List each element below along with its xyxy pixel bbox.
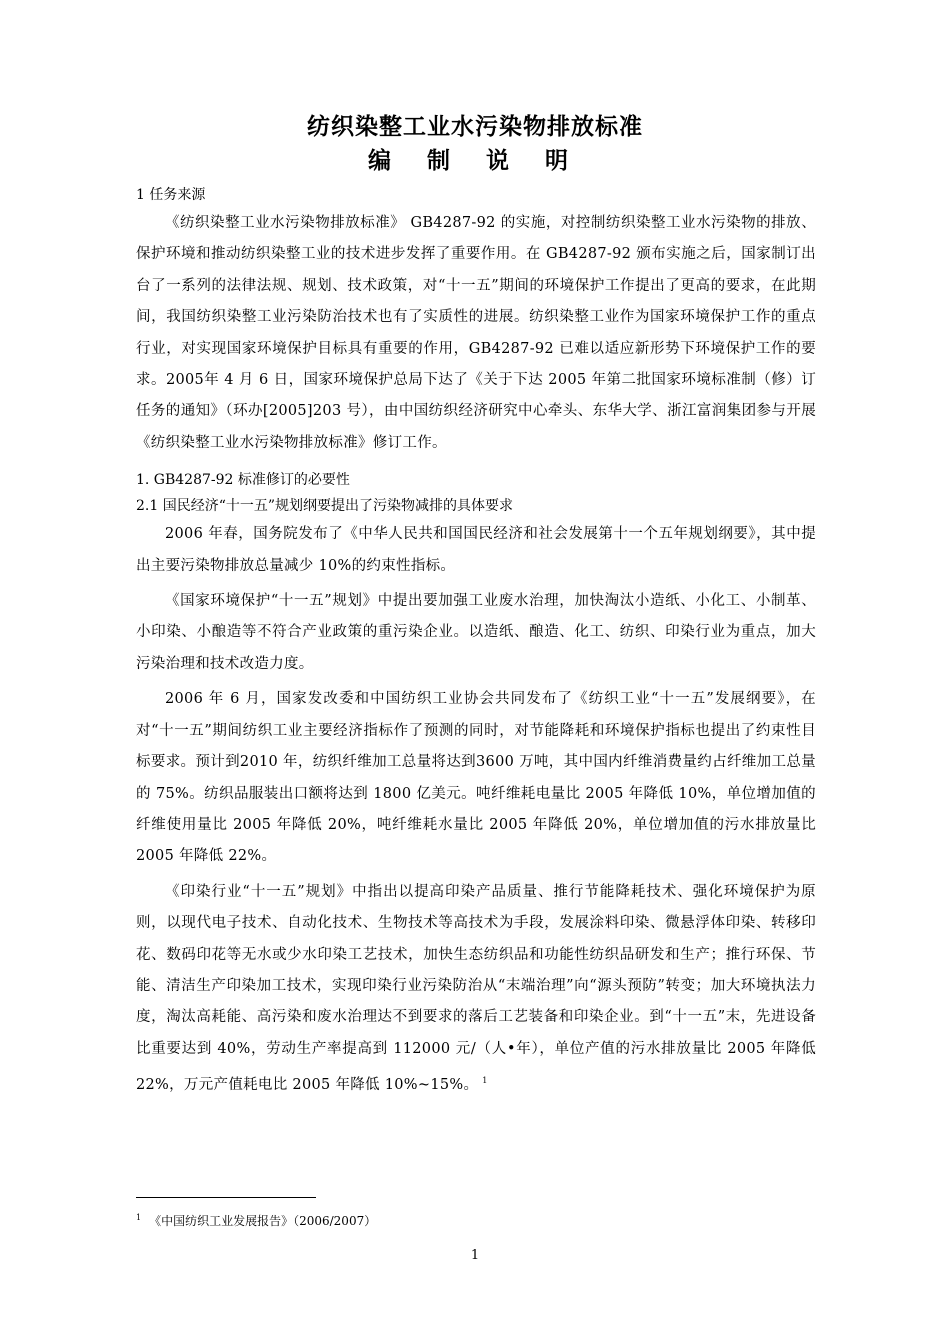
document-body — [136, 182, 816, 1101]
document-title: 纺织染整工业水污染物排放标准 — [307, 114, 643, 140]
page-number: 1 — [470, 1248, 480, 1263]
footnote — [136, 1212, 376, 1229]
paragraph-2-1-d-text: 《印染行业“十一五”规划》中指出以提高印染产品质量、推行节能降耗技术、强化环境保护为原则，以现代电子技术、自动化技术、生物技术等高技术为手段，发展涂料印染、微悬浮体印染、转移印花、数码印花等无水或少水印染工艺技术，加快生态纺织品和功能性纺织品研发和生产；推行环保、节能、清洁生产印染加工技术，实现印染行业污染防治从“末端治理”向“源头预防”转变；加大环境执法力度，淘汰高耗能、高污染和废水治理达不到要求的落后工艺装备和印染企业。到“十一五”末，先进设备比重要达到 40%，劳动生产率提高到 112000 元/（人•年），单位产值的污水排放量比 2005 年降低 22%，万元产值耗电比 2005 年降低 10%~15%。 — [136, 883, 816, 1093]
section-heading-task-source: 1 任务来源 — [136, 187, 206, 203]
footnote-mark: 1 — [136, 1213, 142, 1222]
paragraph-2-1-d — [136, 877, 816, 1102]
section-heading-necessity: 1. GB4287-92 标准修订的必要性 — [136, 472, 350, 489]
footnote-reference[interactable]: 1 — [482, 1076, 488, 1086]
document-subtitle: 编 制 说 明 — [367, 148, 583, 174]
footnote-text: 《中国纺织工业发展报告》（2006/2007） — [149, 1214, 377, 1228]
paragraph-2-1-b: 《国家环境保护“十一五”规划》中提出要加强工业废水治理，加快淘汰小造纸、小化工、小制革、小印染、小酿造等不符合产业政策的重污染企业。以造纸、酿造、化工、纺织、印染行业为重点，加大污染治理和技术改造力度。 — [136, 593, 816, 672]
paragraph-task-source: 《纺织染整工业水污染物排放标准》 GB4287-92 的实施，对控制纺织染整工业水污染物的排放、保护环境和推动纺织染整工业的技术进步发挥了重要作用。在 GB4287-92 颁布实施之后，国家制订出台了一系列的法律法规、规划、技术政策，对“十一五”期间的环境保护工作提出了更高的要求，在此期间，我国纺织染整工业污染防治技术也有了实质性的进展。纺织染整工业作为国家环境保护工作的重点行业，对实现国家环境保护目标具有重要的作用，GB4287-92 已难以适应新形势下环境保护工作的要求。2005年 4 月 6 日，国家环境保护总局下达了《关于下达 2005 年第二批国家环境标准制（修）订任务的通知》（环办[2005]203 号），由中国纺织经济研究中心牵头、东华大学、浙江富润集团参与开展《纺织染整工业水污染物排放标准》修订工作。 — [136, 215, 816, 451]
paragraph-2-1-c: 2006 年 6 月，国家发改委和中国纺织工业协会共同发布了《纺织工业“十一五”发展纲要》，在对“十一五”期间纺织工业主要经济指标作了预测的同时，对节能降耗和环境保护指标也提出了约束性目标要求。预计到2010 年，纺织纤维加工总量将达到3600 万吨，其中国内纤维消费量约占纤维加工总量的 75%。纺织品服装出口额将达到 1800 亿美元。吨纤维耗电量比 2005 年降低 10%，单位增加值的纤维使用量比 2005 年降低 20%，吨纤维耗水量比 2005 年降低 20%，单位增加值的污水排放量比 2005 年降低 22%。 — [136, 691, 816, 865]
footnote-divider — [136, 1197, 316, 1198]
paragraph-2-1-a: 2006 年春，国务院发布了《中华人民共和国国民经济和社会发展第十一个五年规划纲要》，其中提出主要污染物排放总量减少 10%的约束性指标。 — [136, 526, 816, 574]
section-heading-2-1: 2.1 国民经济“十一五”规划纲要提出了污染物减排的具体要求 — [136, 498, 514, 515]
